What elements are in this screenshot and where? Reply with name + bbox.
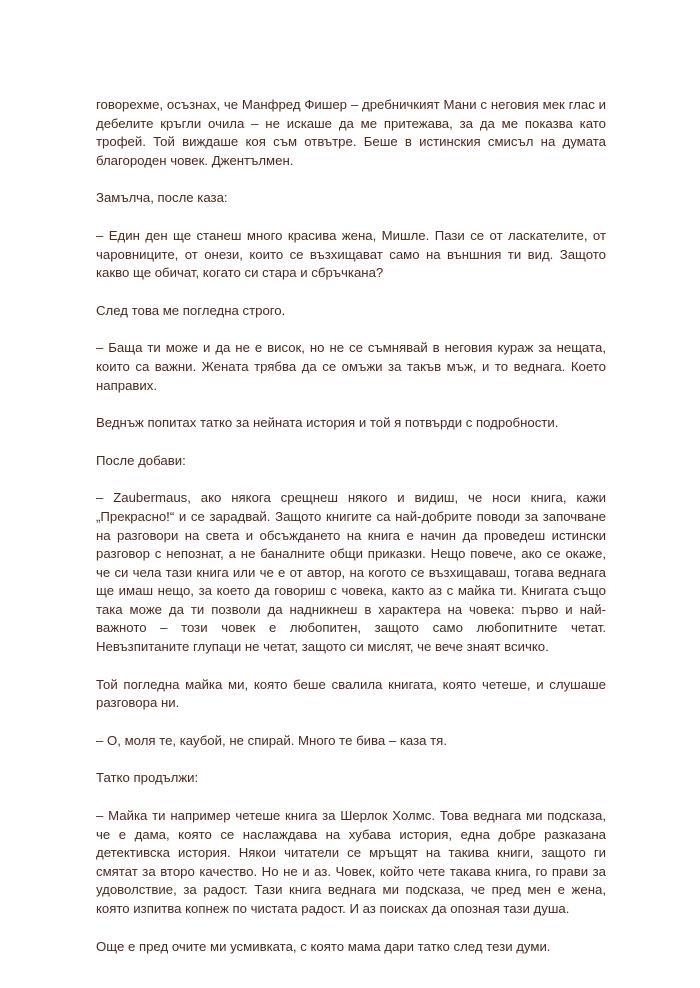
paragraph: После добави: [96,452,186,468]
paragraph: – Баща ти може и да не е висок, но не се съмнявай в неговия кураж за нещата, които са важни. Жената трябва да се омъжи за такъв мъж, и то веднага. Което направих. [96,340,606,393]
paragraph: Татко продължи: [96,770,199,786]
paragraph: След това ме погледна строго. [96,302,286,318]
paragraph: – Майка ти например четеше книга за Шерлок Холмс. Това веднага ми подсказа, че е дама, която се наслаждава на хубава история, една добре разказана детективска история. Някои читатели се мръщят на такива книги, защото ги смятат за второ качество. Но не и аз. Човек, който чете такава книга, го прави за удоволствие, за радост. Тази книга веднага ми подсказа, че пред мен е жена, която изпитва копнеж по чистата радост. И аз поисках да опозная тази душа. [96,808,606,916]
paragraph: говорехме, осъзнах, че Манфред Фишер – дребничкият Мани с неговия мек глас и дебелите кръгли очила – не искаше да ме притежава, за да ме показва като трофей. Той виждаше коя съм отвътре. Беше в истинския смисъл на думата благороден човек. Джентълмен. [96,97,606,168]
paragraph: Той погледна майка ми, която беше свалила книгата, която четеше, и слушаше разговора ни. [96,676,606,711]
paragraph: Замълча, после каза: [96,190,228,206]
paragraph: Още е пред очите ми усмивката, с която мама дари татко след тези думи. [96,938,551,954]
paragraph: – Zaubermaus, ако някога срещнеш някого и видиш, че носи книга, кажи „Прекрасно!“ и се зарадвай. Защото книгите са най-добрите поводи за започване на разговори на света и обсъждането на книга е начин да проведеш истински разговор с непознат, а не баналните общи приказки. Нещо повече, ако се окаже, че си чела тази книга или че е от автор, на когото се възхищаваш, тогава веднага ще имаш нещо, за което да говориш с човека, както аз с майка ти. Книгата също така може да ти позволи да надникнеш в характера на човека: първо и най-важното – този човек е любопитен, защото само любопитните четат. Невъзпитаните глупаци не четат, защото си мислят, че вече знаят всичко. [96,490,606,655]
paragraph: – О, моля те, каубой, не спирай. Много те бива – каза тя. [96,732,447,748]
page-body [96,96,606,956]
paragraph: Веднъж попитах татко за нейната история и той я потвърди с подробности. [96,415,559,431]
paragraph: – Един ден ще станеш много красива жена, Мишле. Пази се от ласкателите, от чаровниците, от онези, които се възхищават само на външния ти вид. Защото какво ще обичат, когато си стара и сбръчкана? [96,227,606,281]
